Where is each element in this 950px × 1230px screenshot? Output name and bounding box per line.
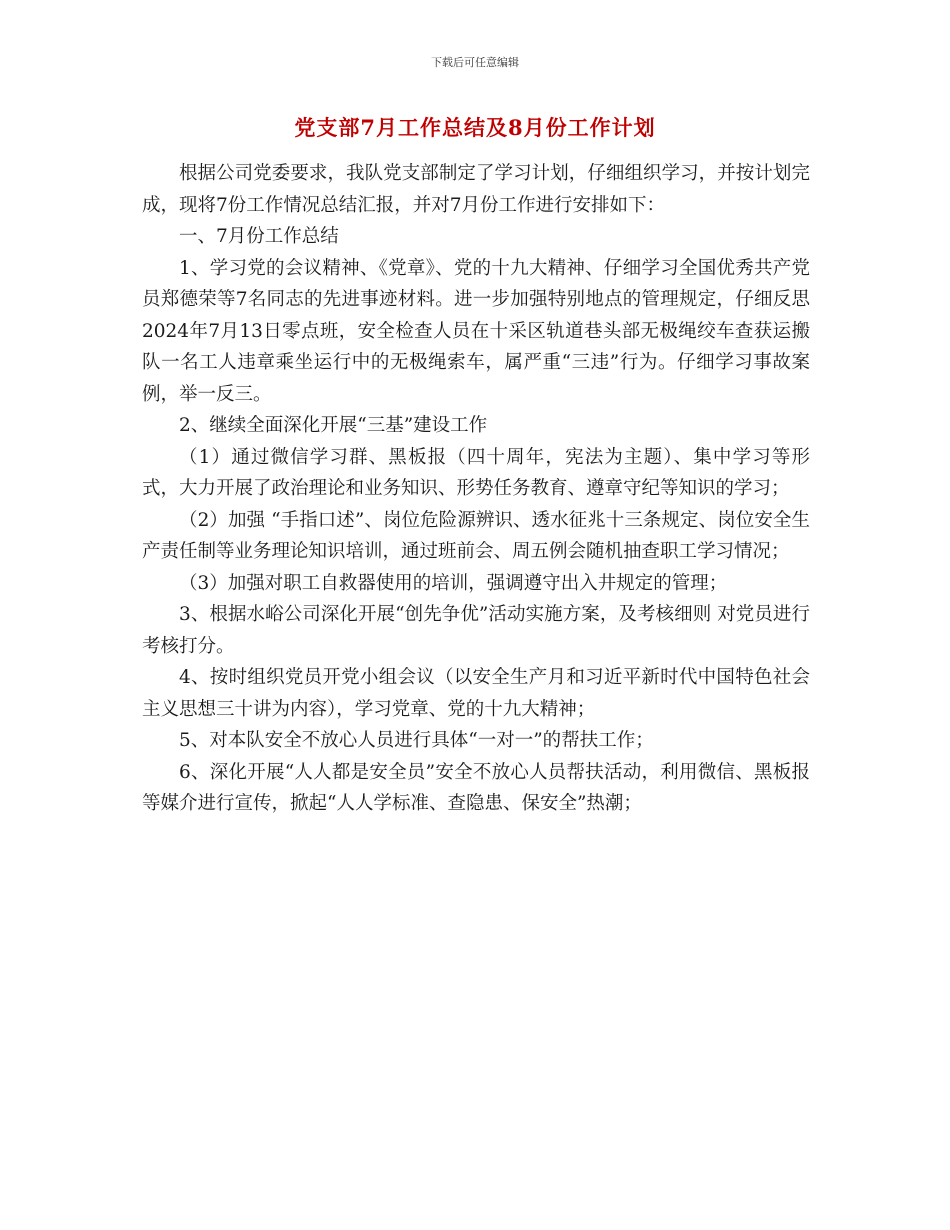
document-title: 党支部7月工作总结及8月份工作计划	[294, 115, 656, 140]
paragraph-item-2: 2、继续全面深化开展“三基”建设工作	[179, 415, 488, 436]
paragraph-subitem-3: （3）加强对职工自救器使用的培训，强调遵守出入井规定的管理；	[179, 572, 728, 594]
paragraph-item-1: 1、学习党的会议精神、《党章》、党的十九大精神、仔细学习全国优秀共产党员郑德荣等7名同志的先进事迹材料。进一步加强特别地点的管理规定，仔细反思2024年7月13日零点班，安全检查人员在十采区轨道巷头部无极绳绞车查获运搬队一名工人违章乘坐运行中的无极绳索车，属严重“三违”行为。仔细学习事故案例，举一反三。	[142, 257, 810, 405]
paragraph-item-4: 4、按时组织党员开党小组会议（以安全生产月和习近平新时代中国特色社会主义思想三十讲为内容），学习党章、党的十九大精神；	[142, 667, 810, 720]
page-header: 下载后可任意编辑	[431, 56, 519, 69]
paragraph-subitem-1: （1）通过微信学习群、黑板报（四十周年，宪法为主题）、集中学习等形式，大力开展了政治理论和业务知识、形势任务教育、遵章守纪等知识的学习；	[142, 446, 810, 499]
paragraph-subitem-2: （2）加强 “手指口述”、岗位危险源辨识、透水征兆十三条规定、岗位安全生产责任制等业务理论知识培训，通过班前会、周五例会随机抽查职工学习情况；	[142, 509, 810, 562]
paragraph-item-3: 3、根据水峪公司深化开展“创先争优”活动实施方案，及考核细则 对党员进行考核打分。	[142, 604, 810, 657]
section-heading-july-summary: 一、7月份工作总结	[179, 226, 339, 247]
intro-paragraph: 根据公司党委要求，我队党支部制定了学习计划，仔细组织学习，并按计划完成，现将7份工作情况总结汇报，并对7月份工作进行安排如下：	[142, 163, 810, 216]
document-body	[142, 158, 810, 820]
paragraph-item-5: 5、对本队安全不放心人员进行具体“一对一”的帮扶工作；	[179, 730, 654, 751]
paragraph-item-6: 6、深化开展“人人都是安全员”安全不放心人员帮扶活动，利用微信、黑板报等媒介进行宣传，掀起“人人学标准、查隐患、保安全”热潮；	[142, 761, 810, 814]
